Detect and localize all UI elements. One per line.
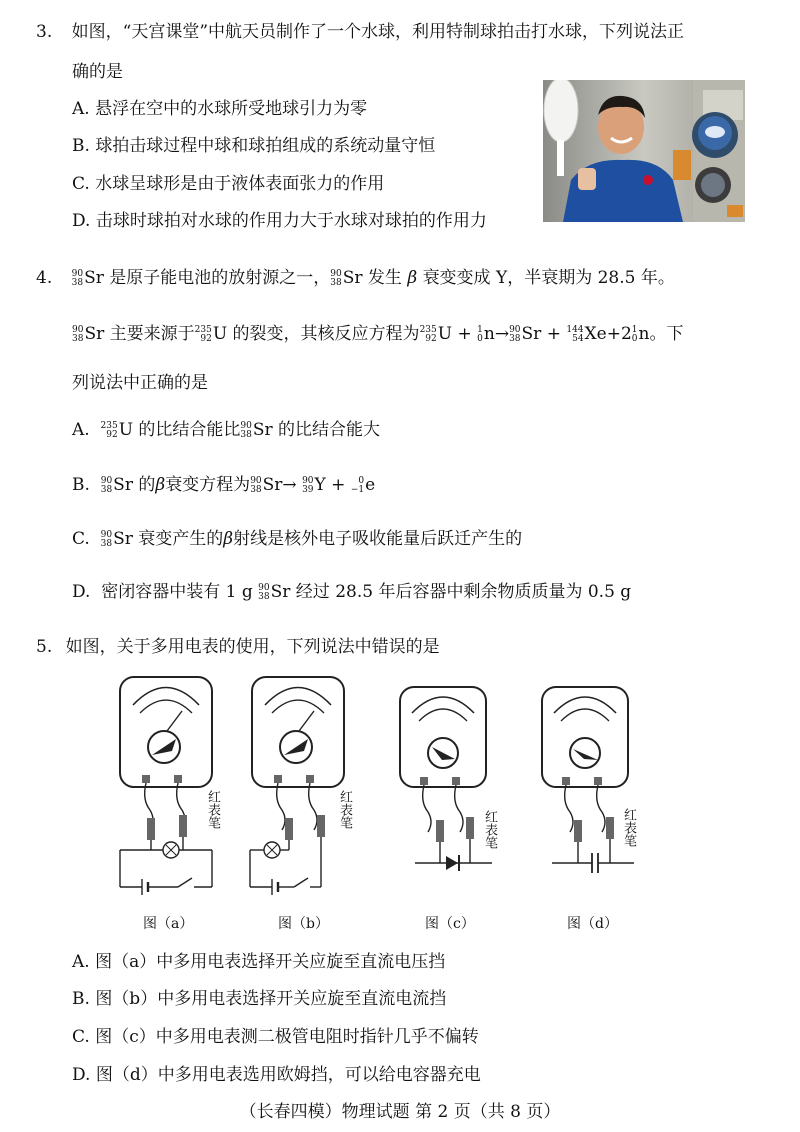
q4-option-d: D. 密闭容器中装有 1 g 90 38 Sr 经过 28.5 年后容器中剩余物质质量为 0.5 g <box>72 582 632 602</box>
q4-option-b: B. 90 38 Sr 的β衰变方程为 90 38 Sr→ 90 39 Y + 0 −1 e <box>72 475 376 495</box>
figure-c-multimeter-diode <box>380 685 510 879</box>
q3-option-d: D. 击球时球拍对水球的作用力大于水球对球拍的作用力 <box>72 211 487 231</box>
caption-b: 图（b） <box>278 916 329 932</box>
caption-c: 图（c） <box>425 916 475 932</box>
figure-b-red-probe-label: 红表笔 <box>337 790 352 829</box>
q5-option-d: D. 图（d）中多用电表选用欧姆挡，可以给电容器充电 <box>72 1065 481 1085</box>
astronaut-photo <box>543 80 745 222</box>
figure-a-red-probe-label: 红表笔 <box>205 790 220 829</box>
q4-line3: 列说法中正确的是 <box>72 373 208 393</box>
q5-stem: 5. 如图，关于多用电表的使用，下列说法中错误的是 <box>36 637 440 657</box>
q4-option-a: A. 235 92 U 的比结合能比 90 38 Sr 的比结合能大 <box>72 420 381 440</box>
q3-option-c: C. 水球呈球形是由于液体表面张力的作用 <box>72 174 385 194</box>
q5-option-b: B. 图（b）中多用电表选择开关应旋至直流电流挡 <box>72 989 447 1009</box>
q3-number: 3. <box>36 22 53 42</box>
q3-option-b: B. 球拍击球过程中球和球拍组成的系统动量守恒 <box>72 136 436 156</box>
q3-option-a: A. 悬浮在空中的水球所受地球引力为零 <box>72 99 368 119</box>
q3-stem-line1: 3. 如图，“天宫课堂”中航天员制作了一个水球，利用特制球拍击打水球，下列说法正 <box>36 22 685 42</box>
q4-line1: 4. 90 38 Sr 是原子能电池的放射源之一， 90 38 Sr 发生 β 衰变变成 Y，半衰期为 28.5 年。 <box>36 268 675 288</box>
q5-option-c: C. 图（c）中多用电表测二极管电阻时指针几乎不偏转 <box>72 1027 479 1047</box>
page-footer: （长春四模）物理试题 第 2 页（共 8 页） <box>239 1102 561 1122</box>
caption-a: 图（a） <box>143 916 194 932</box>
caption-d: 图（d） <box>567 916 618 932</box>
q3-stem-line2: 确的是 <box>72 62 123 82</box>
q5-option-a: A. 图（a）中多用电表选择开关应旋至直流电压挡 <box>72 952 446 972</box>
figure-c-red-probe-label: 红表笔 <box>482 810 497 849</box>
q4-line2: 90 38 Sr 主要来源于 235 92 U 的裂变，其核反应方程为 235 92 U + 1 0 n→ 90 38 Sr + 144 54 Xe+2 1 0 n。下 <box>72 324 684 344</box>
figure-d-red-probe-label: 红表笔 <box>621 808 636 847</box>
figure-d-multimeter-capacitor <box>522 685 652 879</box>
q4-option-c: C. 90 38 Sr 衰变产生的β射线是核外电子吸收能量后跃迁产生的 <box>72 529 523 549</box>
